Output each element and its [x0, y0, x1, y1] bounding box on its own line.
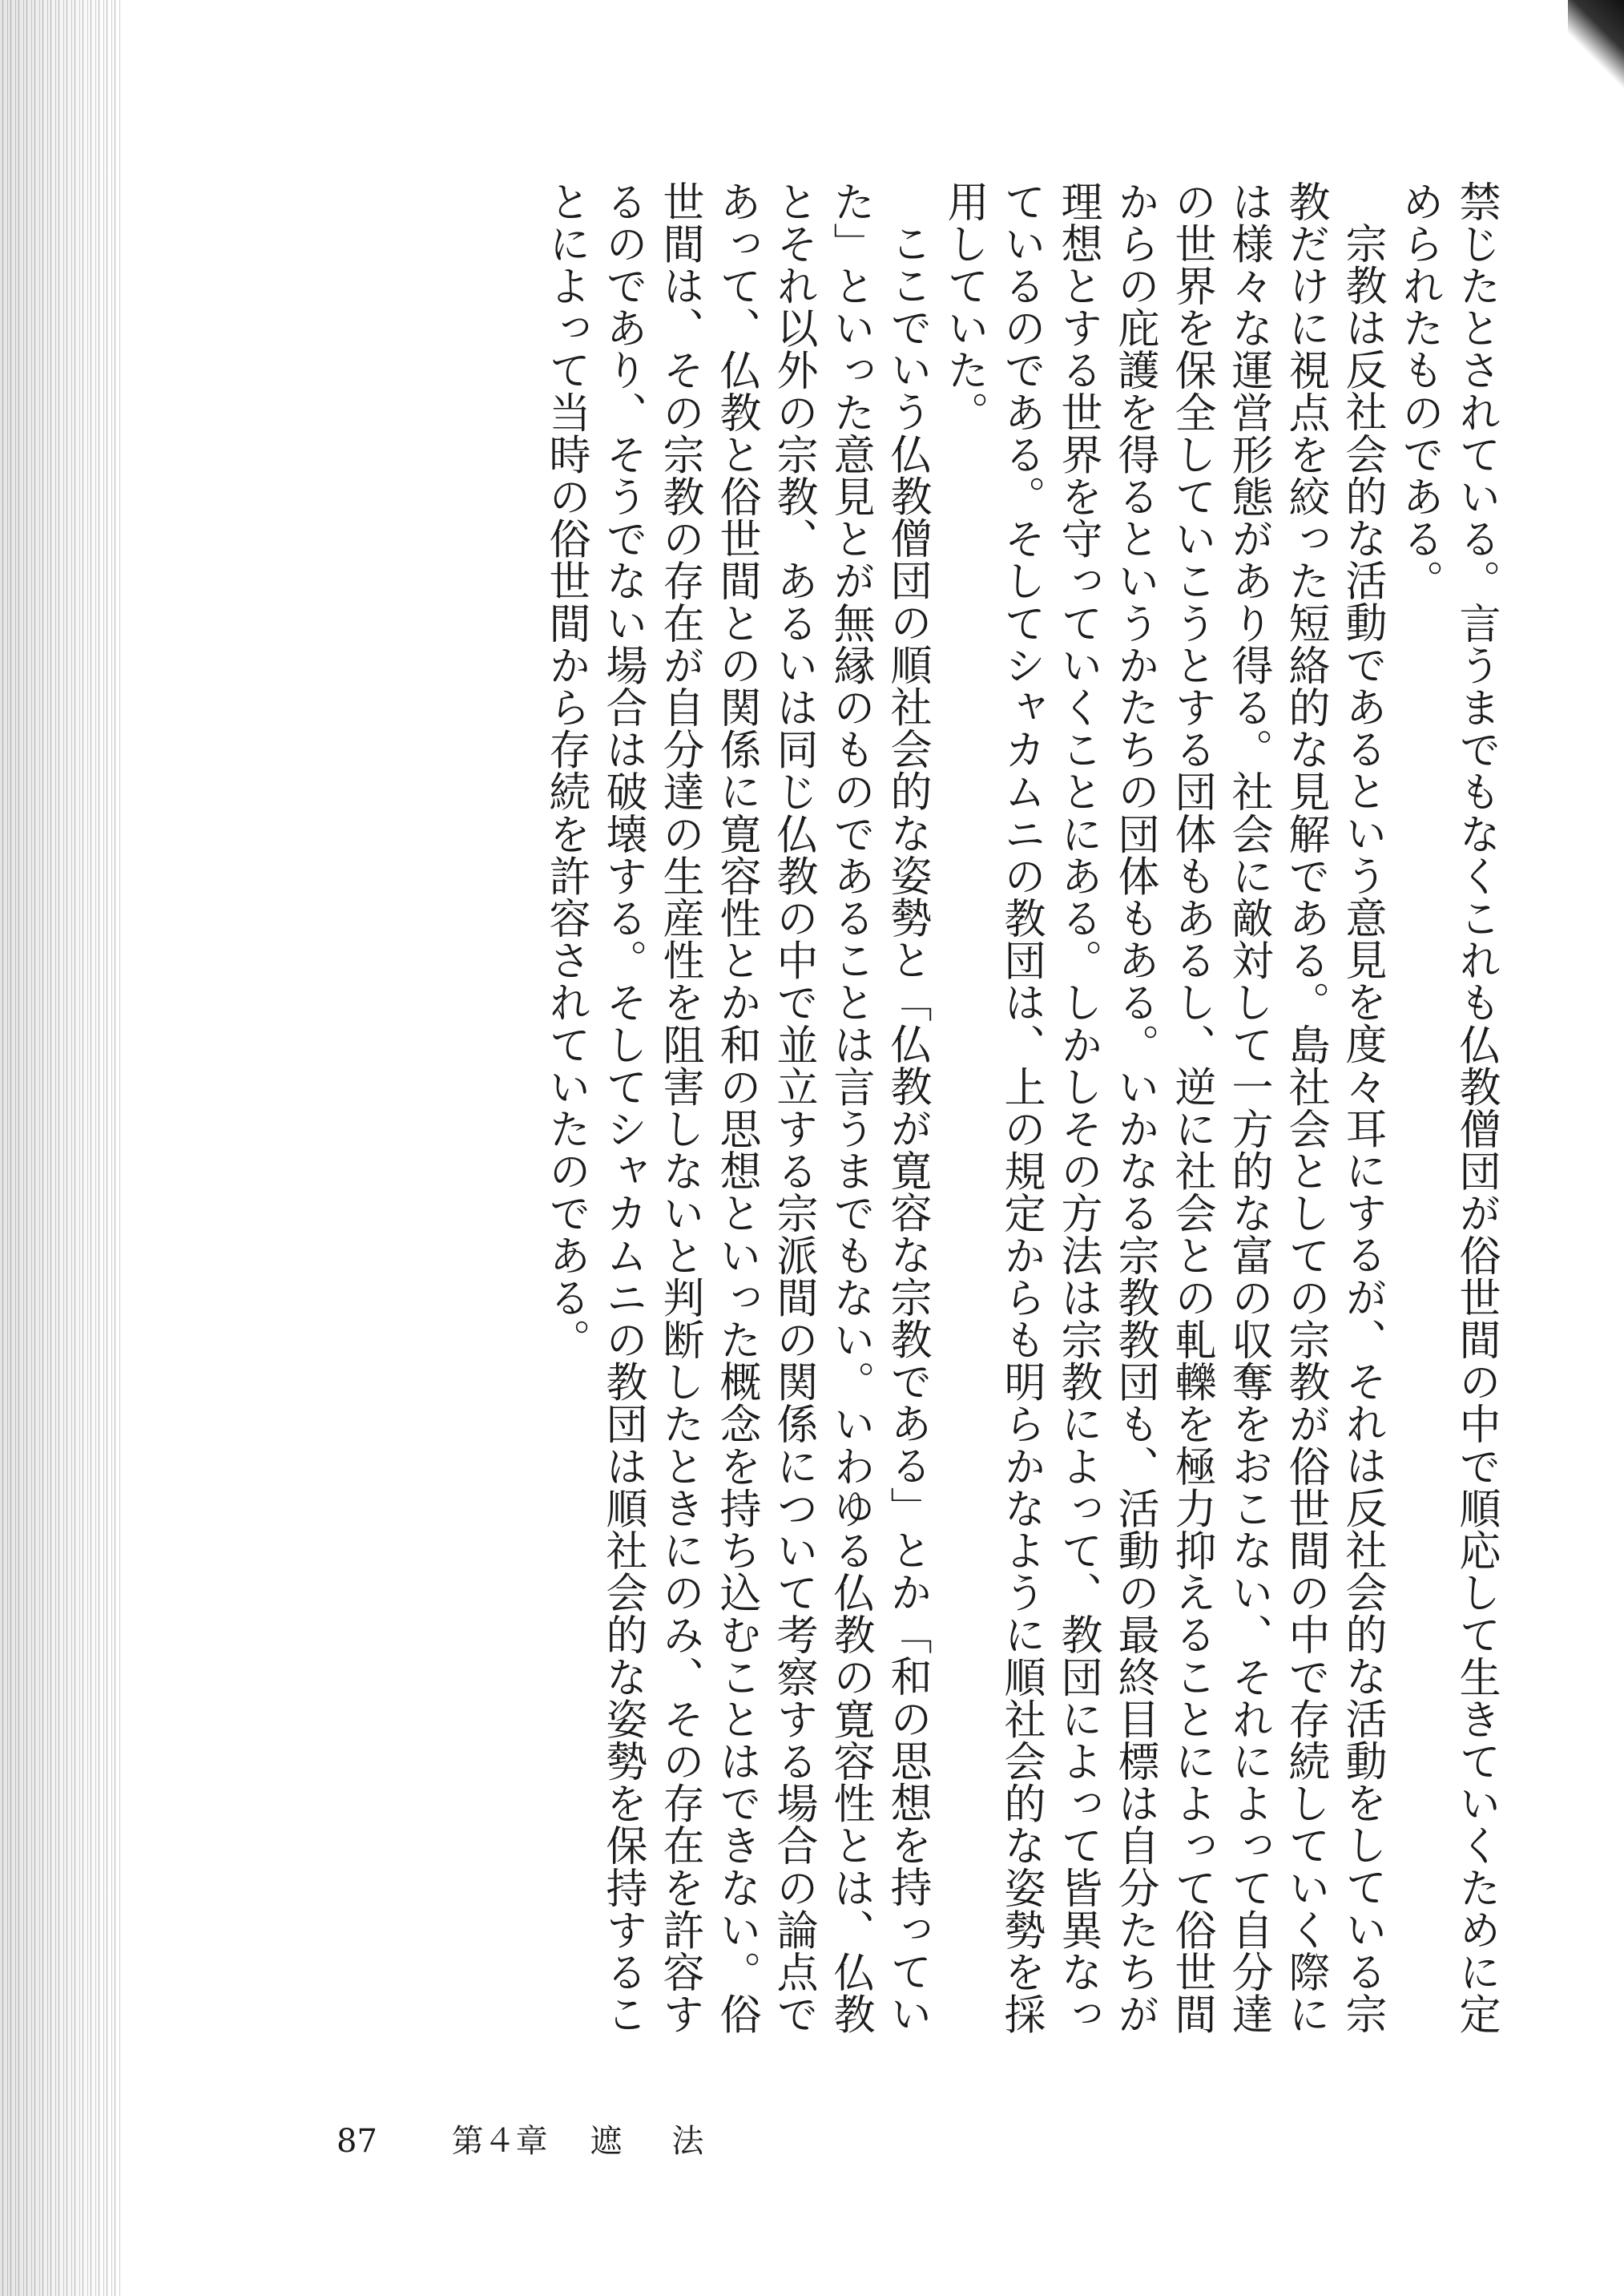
- chapter-label: 第４章: [451, 2123, 548, 2160]
- chapter-title: 遮法: [590, 2123, 754, 2160]
- page-footer: [336, 2116, 753, 2161]
- vertical-body-text: [166, 180, 1504, 2048]
- paragraph: 禁じたとされている。言うまでもなくこれも仏教僧団が俗世間の中で順応して生きていくために定められたものである。: [1395, 180, 1500, 2036]
- scan-corner-shadow: [1568, 0, 1624, 88]
- paragraph: ここでいう仏教僧団の順社会的な姿勢と「仏教が寛容な宗教である」とか「和の思想を持っていた」といった意見とが無縁のものであることは言うまでもない。いわゆる仏教の寛容性とは、仏教とそれ以外の宗教、あるいは同じ仏教の中で並立する宗派間の関係について考察する場合の論点であって、仏教と俗世間との関係に寛容性とか和の思想といった概念を持ち込むことはできない。俗世間は、その宗教の存在が自分達の生産性を阻害しないと判断したときにのみ、その存在を許容するのであり、そうでない場合は破壊する。そしてシャカムニの教団は順社会的な姿勢を保持することによって当時の俗世間から存続を許容されていたのである。: [542, 180, 931, 2036]
- scan-gutter-shadow: [0, 0, 120, 2296]
- paragraph: 宗教は反社会的な活動であるという意見を度々耳にするが、それは反社会的な活動をしている宗教だけに視点を絞った短絡的な見解である。島社会としての宗教が俗世間の中で存続していく際には様々な運営形態があり得る。社会に敵対して一方的な富の収奪をおこない、それによって自分達の世界を保全していこうとする団体もあるし、逆に社会との軋轢を極力抑えることによって俗世間からの庇護を得るというかたちの団体もある。いかなる宗教教団も、活動の最終目標は自分たちが理想とする世界を守っていくことにある。しかしその方法は宗教によって、教団によって皆異なっているのである。そしてシャカムニの教団は、上の規定からも明らかなように順社会的な姿勢を採用していた。: [940, 180, 1386, 2036]
- page-number: 87: [336, 2123, 377, 2160]
